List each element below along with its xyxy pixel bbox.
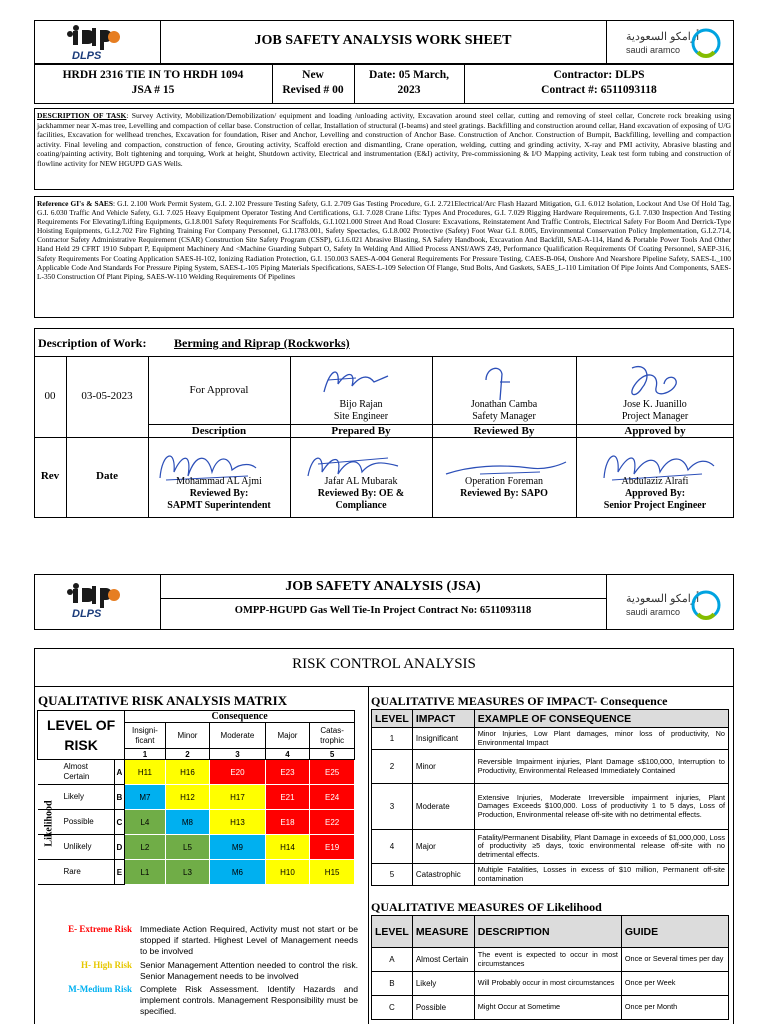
likelihood-row <box>372 996 729 1020</box>
risk-cell: L1 <box>125 860 165 885</box>
reviewed-title: Safety Manager <box>472 411 536 422</box>
col-reviewed: Reviewed By <box>473 425 535 437</box>
likelihood-measure: Possible <box>412 996 474 1020</box>
signature-reviewed <box>476 360 526 404</box>
impact-header-impact: IMPACT <box>412 710 474 728</box>
likelihood-header-measure: MEASURE <box>412 916 474 948</box>
consequence-col-number: 1 <box>125 749 165 760</box>
risk-cell: M6 <box>210 860 265 885</box>
document-date: Date: 05 March, 2023 <box>369 69 449 96</box>
sig4-name: Abdulaziz Alrafi <box>621 476 689 487</box>
consequence-col-number: 5 <box>310 749 355 760</box>
impact-example: Multiple Fatalities, Losses in excess of $10 million, Permanent off-site contamination <box>474 864 728 886</box>
likelihood-guide: Once or Several times per day <box>621 948 728 972</box>
risk-cell: L2 <box>125 835 165 860</box>
likelihood-guide: Once per Week <box>621 972 728 996</box>
impact-impact: Insignificant <box>412 728 474 750</box>
rev-date: 03-05-2023 <box>81 390 133 402</box>
consequence-header: Consequence <box>125 711 355 723</box>
impact-header-example: EXAMPLE OF CONSEQUENCE <box>474 710 728 728</box>
prepared-name: Bijo Rajan <box>339 399 383 410</box>
col-rev: Rev <box>40 470 60 482</box>
likelihood-header-guide: GUIDE <box>621 916 728 948</box>
approved-title: Project Manager <box>621 411 689 422</box>
likelihood-desc: The event is expected to occur in most circumstances <box>474 948 621 972</box>
legend-text: Complete Risk Assessment. Identify Hazards and implement controls. Management Responsibility must be specified. <box>140 984 358 1016</box>
impact-impact: Moderate <box>412 784 474 830</box>
sig2-name: Jafar AL Mubarak <box>324 476 398 487</box>
consequence-col-number: 3 <box>210 749 265 760</box>
risk-cell: E21 <box>265 785 310 810</box>
impact-row <box>372 864 729 886</box>
sig1-role1: Reviewed By: <box>189 488 249 499</box>
risk-cell: M9 <box>210 835 265 860</box>
risk-cell: E19 <box>310 835 355 860</box>
sig3-name: Operation Foreman <box>464 476 544 487</box>
sig1-role2: SAPMT Superintendent <box>167 500 271 511</box>
likelihood-row-letter: B <box>114 785 125 810</box>
rev-number: 00 <box>44 390 56 402</box>
risk-cell: E22 <box>310 810 355 835</box>
reference-gis: Reference GI's & SAES: G.I. 2.100 Work Permit System, G.I. 2.102 Pressure Testing Safety, G.I. 2.709 Gas Testing Procedure, G.I. 2.721Electrical/Arc Flash Hazard Mitigation, G.I. 6.012 Isolation, Lockout And Use Of Hold Tag, G.I. 6.030 Traffic And Vehicle Safety, G.I. 7.025 Heavy Equipment Operator Testing And Certifications, G.I. 7.028 Crane Lifts: Types And Procedures, G.I. 7.029 Rigging Hardware Requirements, G.I. 7.030 Inspection And Testing Requirements For Elevating/Lifting Equipments, G.I.8.001 Safety Requirements For Scaffolds, G.I.1021.000 Street And Road Closure: Excavations, Reinstatement And Traffic Controls, Electrical Safety For Boom And Derrick-Type Hoisting Equipments, G.I.2.702 Fire Fighting Training For Company Personnel, G.I.1783.001, Safety Spectacles, G.I.8.002 Protective (Safety) Foot Wear G.I. 8.005, Environmental Conservation Policy Implementation, G.I.2.714, Contractor Safety Administrative Requirement (CSAR) Construction Site Safety Program (CSSP), G.I.6.021 Abrasive Blasting, SA Safety Handbook, Excavation And Backfill, SAE-A-114, Hand & Portable Power Tools And Other Hand Held 29 CFRT 1910 Subpart P, Equipment Machinery And <Machine Guarding Subpart O, Safety In Welding And Allied Process ANSI/AWS Z49, Performance Qualification Requirements Of Coating Personnel, SAEP-316, Safety Requirements For Coating Application SAES-H-102, Ionizing Radiation Protection, G.I. 150.003 SAES-A-004 General Requirements For Pressure Testing, CAES-B-064, Onshore And Nearshore Pipeline Safety, SAES-L_100 Applicable Code And Standards For Pressure Piping System, SAES-L-105 Piping Materials Specifications, SAES-L-109 Selection Of Flange, Stud Bolts, And Gaskets, SAES_L-110 Limitation Of Pipe Joints And Components, SAES-L-350 Construction Of Plant Piping, SAES-W-110 Welding Requirements Of Pipelines <box>37 199 732 281</box>
risk-cell: E20 <box>210 760 265 785</box>
signature-approved <box>616 358 686 404</box>
consequence-col-label: Moderate <box>210 723 265 749</box>
likelihood-level: B <box>372 972 413 996</box>
risk-cell: M8 <box>165 810 210 835</box>
likelihood-row-label: Possible <box>38 810 115 835</box>
likelihood-desc: Might Occur at Sometime <box>474 996 621 1020</box>
impact-row <box>372 750 729 784</box>
matrix-title: QUALITATIVE RISK ANALYSIS MATRIX <box>38 693 288 708</box>
likelihood-measure: Likely <box>412 972 474 996</box>
approved-name: Jose K. Juanillo <box>623 399 687 410</box>
legend-key: M-Medium Risk <box>68 984 132 994</box>
col-date: Date <box>96 470 118 482</box>
impact-example: Fatality/Permanent Disability, Plant Damage in exceeds of $1,000,000, Loss of productivity ≥5 days, toxic environmental release off-site with no detrimental effects. <box>474 830 728 864</box>
risk-cell: E18 <box>265 810 310 835</box>
saudi-aramco-logo-2: أرامكو السعودية saudi aramco <box>618 588 726 622</box>
risk-cell: E24 <box>310 785 355 810</box>
risk-cell: E25 <box>310 760 355 785</box>
risk-cell: L4 <box>125 810 165 835</box>
level-of-risk-label: LEVEL OF <box>47 717 116 733</box>
consequence-col-label: Minor <box>165 723 210 749</box>
risk-cell: H12 <box>165 785 210 810</box>
likelihood-title: QUALITATIVE MEASURES OF Likelihood <box>371 900 602 914</box>
impact-header-level: LEVEL <box>372 710 413 728</box>
col-description: Description <box>191 425 247 437</box>
impact-title: QUALITATIVE MEASURES OF IMPACT- Consequence <box>371 694 668 708</box>
risk-cell: H17 <box>210 785 265 810</box>
sig2-role2: Compliance <box>335 500 387 511</box>
impact-level: 1 <box>372 728 413 750</box>
impact-row <box>372 728 729 750</box>
impact-row <box>372 830 729 864</box>
legend-text: Immediate Action Required, Activity must not start or be stopped if started. Highest Level of Management needs to be involved <box>140 924 358 956</box>
risk-cell: H10 <box>265 860 310 885</box>
likelihood-table <box>371 915 729 1020</box>
impact-row <box>372 784 729 830</box>
likelihood-row-label: Rare <box>38 860 115 885</box>
likelihood-row-letter: C <box>114 810 125 835</box>
work-description-value: Berming and Riprap (Rockworks) <box>174 336 350 350</box>
dlps-logo-text-2: DLPS <box>72 608 102 620</box>
impact-example: Extensive Injuries, Moderate Irreversible impairment injuries, Plant Damages Exceeds $100,000. Loss of productivity 1 to 5 days, Loss of Production, Environmental release off-site with no detrimental effects. <box>474 784 728 830</box>
consequence-col-number: 2 <box>165 749 210 760</box>
sig4-role1: Approved By: <box>624 488 686 499</box>
impact-impact: Minor <box>412 750 474 784</box>
task-description: DESCRIPTION OF TASK: Survey Activity, Mobilization/Demobilization/ equipment and loading /unloading activity, Excavation around steel cellar, cutting and removing of steel cellar, Concrete rock breaking using jackhammer near X-mas tree, Levelling and compaction of cellar base. Construction of cellar, Installation of structural (I-beams) and steel gratings. Backfilling and construction around cellar, Hand excavation of exposing of U/G facilities, Excavation for wellhead trenches, Excavation for foundation, Riser and Anchor, Levelling and construction of Anchor Base. Construction of Anchor. Construction of Burnpit, Backfilling, levelling and compaction activity. Final leveling and compaction, construction of fence, Grouting activity, Scaffold erection and dismantling, Crane operation, welding, cutting and grinding activity, X-ray and PMI activity, Abrasive blasting and coating/painting activity, Bolt tightening and torquing, Work at height, Shutdown activity, Electrical and instrumentation (E&I) activity, Pre-commissioning & I/O Mapping activity, Leak test form tubing and construction of flowline activity for NEW HGUPD GAS Wells. <box>37 111 731 168</box>
risk-cell: L3 <box>165 860 210 885</box>
likelihood-row-letter: E <box>114 860 125 885</box>
risk-cell: H14 <box>265 835 310 860</box>
risk-cell: E23 <box>265 760 310 785</box>
legend-text: Senior Management Attention needed to control the risk. Senior Management needs to be involved <box>140 960 358 981</box>
consequence-col-label: Insigni- ficant <box>125 723 165 749</box>
risk-cell: H16 <box>165 760 210 785</box>
likelihood-row <box>372 972 729 996</box>
risk-cell: H11 <box>125 760 165 785</box>
consequence-col-number: 4 <box>265 749 310 760</box>
saudi-aramco-logo: أرامكو السعودية saudi aramco <box>618 26 726 60</box>
contractor-info: Contractor: DLPS Contract #: 6511093118 <box>541 69 657 96</box>
likelihood-row <box>372 948 729 972</box>
risk-cell: L5 <box>165 835 210 860</box>
dlps-logo-2 <box>62 580 132 620</box>
likelihood-header-description: DESCRIPTION <box>474 916 621 948</box>
likelihood-row-label: Almost Certain <box>38 760 115 785</box>
consequence-col-label: Catas- trophic <box>310 723 355 749</box>
legend-key: E- Extreme Risk <box>68 924 132 934</box>
prepared-title: Site Engineer <box>333 411 389 422</box>
dlps-logo <box>62 22 132 62</box>
likelihood-desc: Will Probably occur in most circumstances <box>474 972 621 996</box>
likelihood-level: C <box>372 996 413 1020</box>
likelihood-row-label: Unlikely <box>38 835 115 860</box>
impact-level: 4 <box>372 830 413 864</box>
impact-table <box>371 709 729 886</box>
revision-status: New Revised # 00 <box>282 69 344 96</box>
sig1-name: Mohammad AL Ajmi <box>176 476 262 487</box>
impact-level: 2 <box>372 750 413 784</box>
likelihood-row-letter: A <box>114 760 125 785</box>
impact-example: Reversible Impairment injuries, Plant Damage ≤$100,000, Interruption to Productivity, Environmental Released Immediately Contained <box>474 750 728 784</box>
risk-cell: M7 <box>125 785 165 810</box>
consequence-col-label: Major <box>265 723 310 749</box>
impact-level: 5 <box>372 864 413 886</box>
risk-cell: H13 <box>210 810 265 835</box>
likelihood-row-letter: D <box>114 835 125 860</box>
likelihood-header-level: LEVEL <box>372 916 413 948</box>
impact-example: Minor Injuries, Low Plant damages, minor loss of productivity, No Environmental Impact <box>474 728 728 750</box>
col-approved: Approved by <box>624 425 686 437</box>
likelihood-axis-label: Likelihood <box>43 800 55 847</box>
jsa-subtitle: OMPP-HGUPD Gas Well Tie-In Project Contract No: 6511093118 <box>234 605 532 616</box>
legend-key: H- High Risk <box>80 960 132 970</box>
work-description-label: Description of Work: <box>38 336 147 350</box>
sig4-role2: Senior Project Engineer <box>603 500 707 511</box>
likelihood-level: A <box>372 948 413 972</box>
job-ref: HRDH 2316 TIE IN TO HRDH 1094 JSA # 15 <box>62 69 244 96</box>
sig2-role1: Reviewed By: OE & <box>317 488 405 499</box>
jsa-title: JOB SAFETY ANALYSIS (JSA) <box>285 579 481 594</box>
risk-cell: H15 <box>310 860 355 885</box>
reviewed-name: Jonathan Camba <box>470 399 538 410</box>
impact-impact: Catastrophic <box>412 864 474 886</box>
signature-prepared <box>316 362 396 402</box>
col-prepared: Prepared By <box>331 425 391 437</box>
likelihood-row-label: Likely <box>38 785 115 810</box>
likelihood-guide: Once per Month <box>621 996 728 1020</box>
impact-impact: Major <box>412 830 474 864</box>
likelihood-measure: Almost Certain <box>412 948 474 972</box>
rev-description: For Approval <box>189 384 249 396</box>
risk-matrix: LEVEL OF RISK Consequence Insigni- ficant Minor Moderate Major Catas- trophic 1 2 3 4 5 Almost Certain A H11 H16 E20 E23 E25 Likely B M7 H12 H17 E21 E24 Possible C L4 M8 H13 E18 E22 Unlikely D L2 L5 M9 H14 E19 Rare E L1 L3 M6 H10 H15 <box>37 710 355 885</box>
sig3-role1: Reviewed By: SAPO <box>460 488 548 499</box>
impact-level: 3 <box>372 784 413 830</box>
rca-title: RISK CONTROL ANALYSIS <box>292 656 476 672</box>
dlps-logo-text: DLPS <box>72 50 102 62</box>
worksheet-title: JOB SAFETY ANALYSIS WORK SHEET <box>254 33 512 48</box>
